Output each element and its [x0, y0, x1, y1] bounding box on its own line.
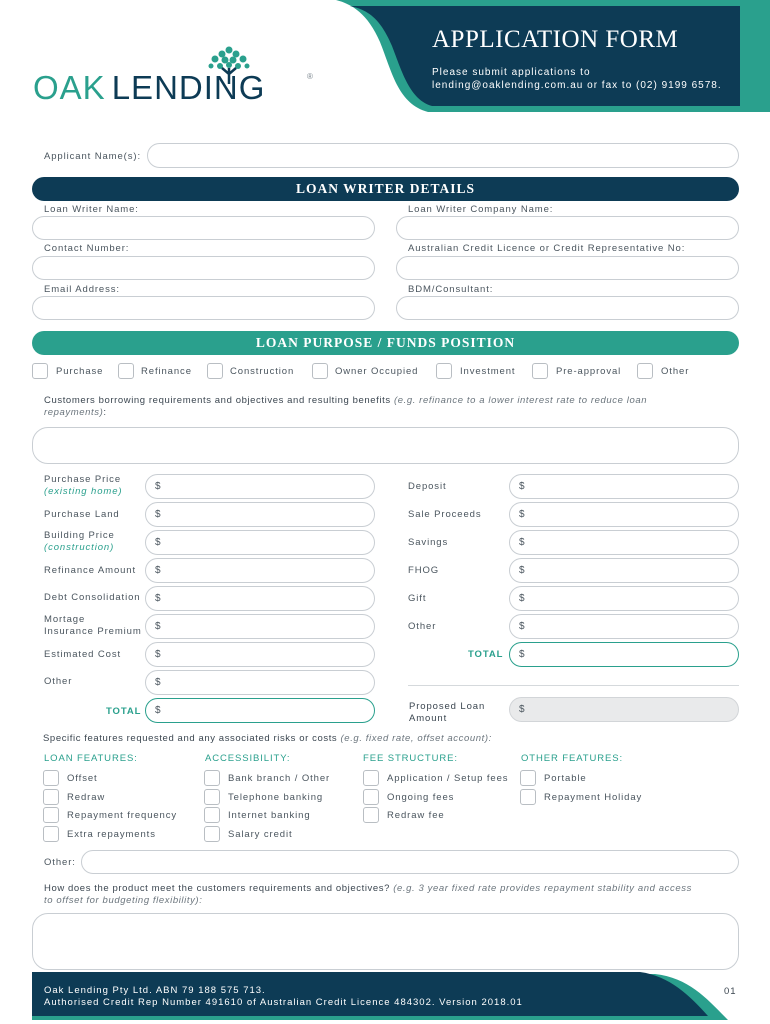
building-price-field[interactable] [145, 530, 375, 555]
proposed-loan-line2: Amount [409, 713, 448, 724]
setup-fees-label: Application / Setup fees [387, 773, 509, 784]
estimated-cost-label: Estimated Cost [44, 649, 122, 660]
loan-writer-company-label: Loan Writer Company Name: [408, 204, 554, 215]
offset-label: Offset [67, 773, 98, 784]
email-address-label: Email Address: [44, 284, 120, 295]
brand-oak: OAK [33, 69, 106, 106]
purchase-price-field[interactable] [145, 474, 375, 499]
currency-symbol: $ [519, 537, 525, 548]
currency-symbol: $ [155, 705, 161, 716]
purchase-land-field[interactable] [145, 502, 375, 527]
salary-credit-checkbox[interactable] [204, 826, 220, 842]
currency-symbol: $ [155, 593, 161, 604]
submission-note [432, 66, 722, 92]
features-question [43, 733, 492, 745]
refinance-amount-field[interactable] [145, 558, 375, 583]
email-address-field[interactable] [32, 296, 375, 320]
currency-symbol: $ [155, 649, 161, 660]
pre-approval-checkbox[interactable] [532, 363, 548, 379]
gift-field[interactable] [509, 586, 739, 611]
owner-occupied-option-label: Owner Occupied [335, 366, 419, 377]
bank-branch-label: Bank branch / Other [228, 773, 331, 784]
currency-symbol: $ [519, 649, 525, 660]
estimated-cost-field[interactable] [145, 642, 375, 667]
construction-checkbox[interactable] [207, 363, 223, 379]
purchase-price-note: (existing home) [44, 486, 123, 497]
page-title: APPLICATION FORM [432, 26, 679, 53]
savings-field[interactable] [509, 530, 739, 555]
applicant-name-field[interactable] [147, 143, 739, 168]
requirements-question-colon: : [103, 407, 107, 418]
currency-symbol: $ [155, 509, 161, 520]
product-question-example: (e.g. 3 year fixed rate provides repayment stability and access to offset for budgeting flexibility): [44, 883, 692, 906]
loan-purpose-header: LOAN PURPOSE / FUNDS POSITION [32, 331, 739, 355]
footer-licence-line: Authorised Credit Rep Number 491610 of Australian Credit Licence 484302. Version 2018.01 [44, 997, 523, 1008]
redraw-checkbox[interactable] [43, 789, 59, 805]
other-purpose-option-label: Other [661, 366, 690, 377]
portable-label: Portable [544, 773, 587, 784]
currency-symbol: $ [155, 677, 161, 688]
bank-branch-checkbox[interactable] [204, 770, 220, 786]
loan-features-title: LOAN FEATURES: [44, 753, 138, 764]
proposed-loan-label [409, 701, 485, 725]
loan-writer-details-header: LOAN WRITER DETAILS [32, 177, 739, 201]
submission-note-line2: lending@oaklending.com.au or fax to (02) 9199 6578. [432, 80, 722, 91]
construction-option-label: Construction [230, 366, 295, 377]
requirements-question-example: (e.g. refinance to a lower interest rate to reduce loan repayments) [44, 395, 648, 418]
requirements-question [44, 395, 694, 419]
other-features-label: Other: [44, 857, 76, 868]
deposit-label: Deposit [408, 481, 447, 492]
proposed-loan-field[interactable] [509, 697, 739, 722]
ongoing-fees-label: Ongoing fees [387, 792, 455, 803]
gift-label: Gift [408, 593, 427, 604]
page-number: 01 [724, 986, 737, 997]
other-features-title: OTHER FEATURES: [521, 753, 623, 764]
investment-option-label: Investment [460, 366, 516, 377]
debt-consolidation-field[interactable] [145, 586, 375, 611]
accessibility-title: ACCESSIBILITY: [205, 753, 291, 764]
refinance-option-label: Refinance [141, 366, 192, 377]
redraw-label: Redraw [67, 792, 106, 803]
redraw-fee-checkbox[interactable] [363, 807, 379, 823]
funds-divider [408, 685, 739, 686]
contact-number-label: Contact Number: [44, 243, 130, 254]
setup-fees-checkbox[interactable] [363, 770, 379, 786]
savings-label: Savings [408, 537, 449, 548]
refinance-checkbox[interactable] [118, 363, 134, 379]
internet-banking-checkbox[interactable] [204, 807, 220, 823]
internet-banking-label: Internet banking [228, 810, 311, 821]
credit-licence-label: Australian Credit Licence or Credit Representative No: [408, 243, 686, 254]
requirements-field[interactable] [32, 427, 739, 464]
features-question-example: (e.g. fixed rate, offset account): [340, 733, 492, 744]
bdm-consultant-field[interactable] [396, 296, 739, 320]
product-explanation-field[interactable] [32, 913, 739, 970]
brand-logo [33, 70, 265, 106]
total-funds-label: TOTAL [468, 649, 504, 660]
mortgage-insurance-field[interactable] [145, 614, 375, 639]
credit-licence-field[interactable] [396, 256, 739, 280]
portable-checkbox[interactable] [520, 770, 536, 786]
purchase-price-text: Purchase Price [44, 474, 122, 485]
currency-symbol: $ [519, 481, 525, 492]
loan-writer-company-field[interactable] [396, 216, 739, 240]
refinance-amount-label: Refinance Amount [44, 565, 137, 576]
currency-symbol: $ [519, 593, 525, 604]
applicant-name-label: Applicant Name(s): [44, 151, 141, 162]
other-cost-field[interactable] [145, 670, 375, 695]
currency-symbol: $ [155, 481, 161, 492]
investment-checkbox[interactable] [436, 363, 452, 379]
currency-symbol: $ [519, 565, 525, 576]
repayment-holiday-checkbox[interactable] [520, 789, 536, 805]
salary-credit-label: Salary credit [228, 829, 293, 840]
loan-writer-name-label: Loan Writer Name: [44, 204, 139, 215]
currency-symbol: $ [155, 537, 161, 548]
other-purpose-checkbox[interactable] [637, 363, 653, 379]
fhog-field[interactable] [509, 558, 739, 583]
contact-number-field[interactable] [32, 256, 375, 280]
extra-repayments-label: Extra repayments [67, 829, 156, 840]
debt-consolidation-label: Debt Consolidation [44, 592, 141, 603]
fee-structure-title: FEE STRUCTURE: [363, 753, 458, 764]
repayment-holiday-label: Repayment Holiday [544, 792, 643, 803]
other-cost-label: Other [44, 676, 73, 687]
owner-occupied-checkbox[interactable] [312, 363, 328, 379]
repayment-frequency-label: Repayment frequency [67, 810, 178, 821]
purchase-option-label: Purchase [56, 366, 104, 377]
sale-proceeds-field[interactable] [509, 502, 739, 527]
currency-symbol: $ [155, 621, 161, 632]
currency-symbol: $ [519, 704, 525, 715]
building-price-text: Building Price [44, 530, 115, 541]
other-funds-label: Other [408, 621, 437, 632]
product-question [44, 883, 704, 907]
loan-writer-name-field[interactable] [32, 216, 375, 240]
total-funds-field[interactable] [509, 642, 739, 667]
ongoing-fees-checkbox[interactable] [363, 789, 379, 805]
extra-repayments-checkbox[interactable] [43, 826, 59, 842]
pre-approval-option-label: Pre-approval [556, 366, 622, 377]
features-question-text: Specific features requested and any associated risks or costs [43, 733, 338, 744]
telephone-banking-checkbox[interactable] [204, 789, 220, 805]
footer-text [44, 985, 523, 1009]
repayment-frequency-checkbox[interactable] [43, 807, 59, 823]
purchase-price-label [44, 474, 122, 498]
currency-symbol: $ [519, 509, 525, 520]
purchase-checkbox[interactable] [32, 363, 48, 379]
bdm-consultant-label: BDM/Consultant: [408, 284, 494, 295]
registered-mark: ® [307, 72, 313, 81]
building-price-label [44, 530, 115, 554]
total-cost-label: TOTAL [106, 706, 142, 717]
redraw-fee-label: Redraw fee [387, 810, 445, 821]
telephone-banking-label: Telephone banking [228, 792, 324, 803]
other-funds-field[interactable] [509, 614, 739, 639]
currency-symbol: $ [519, 621, 525, 632]
mortgage-insurance-line1: Mortage [44, 614, 86, 625]
other-features-field[interactable] [81, 850, 739, 874]
deposit-field[interactable] [509, 474, 739, 499]
requirements-question-text: Customers borrowing requirements and objectives and resulting benefits [44, 395, 391, 406]
footer-company-line: Oak Lending Pty Ltd. ABN 79 188 575 713. [44, 985, 266, 996]
mortgage-insurance-line2: Insurance Premium [44, 626, 142, 637]
currency-symbol: $ [155, 565, 161, 576]
sale-proceeds-label: Sale Proceeds [408, 509, 482, 520]
submission-note-line1: Please submit applications to [432, 67, 591, 78]
mortgage-insurance-label [44, 614, 142, 638]
building-price-note: (construction) [44, 542, 115, 553]
offset-checkbox[interactable] [43, 770, 59, 786]
total-cost-field[interactable] [145, 698, 375, 723]
purchase-land-label: Purchase Land [44, 509, 120, 520]
proposed-loan-line1: Proposed Loan [409, 701, 486, 712]
fhog-label: FHOG [408, 565, 440, 576]
brand-lending: LENDING [111, 69, 266, 106]
product-question-text: How does the product meet the customers requirements and objectives? [44, 883, 391, 894]
